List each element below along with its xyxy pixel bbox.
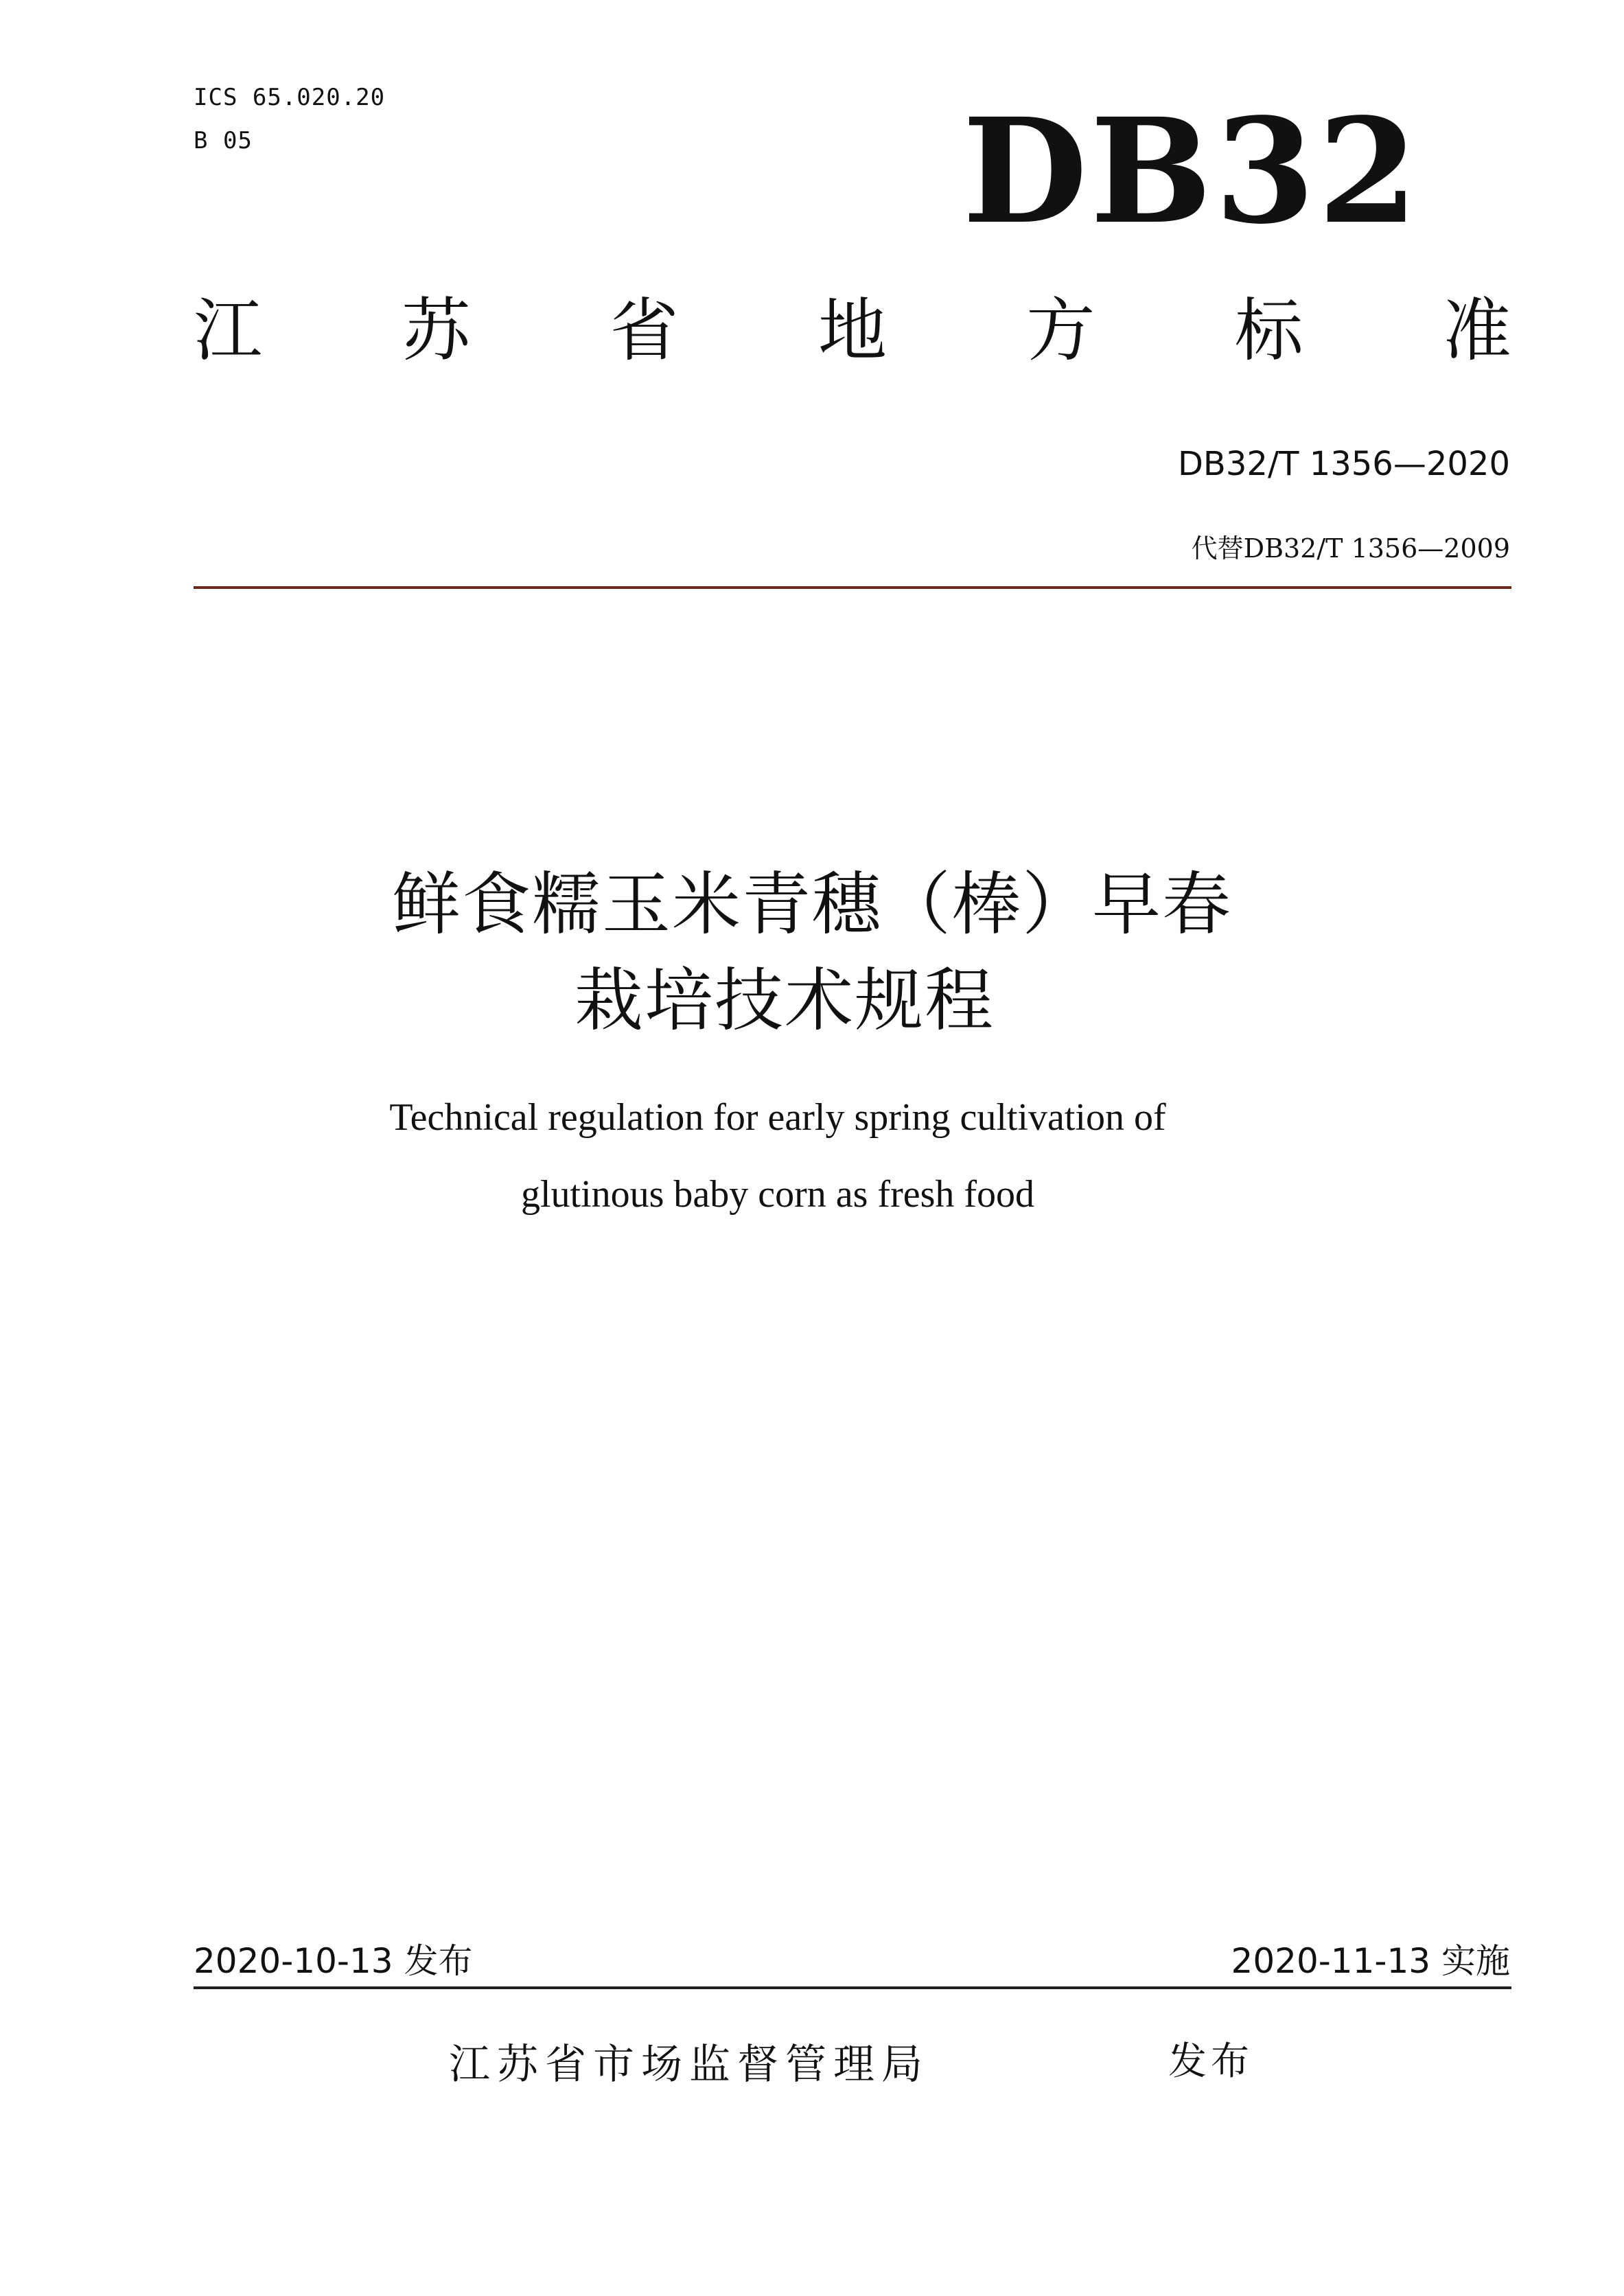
issuing-authority: 江苏省市场监督管理局 xyxy=(449,2041,929,2089)
standard-type-char: 苏 xyxy=(402,290,471,371)
implementation-date: 2020-11-13 实施 xyxy=(1231,1941,1510,1981)
standard-type-char: 江 xyxy=(194,290,262,371)
replaces-standard: 代替DB32/T 1356—2009 xyxy=(1191,533,1510,564)
standard-type-char: 准 xyxy=(1442,290,1511,371)
standard-type-title xyxy=(194,290,1511,371)
issue-date: 2020-10-13 发布 xyxy=(194,1941,473,1981)
english-title-line-2: glutinous baby corn as fresh food xyxy=(520,1173,1035,1216)
ics-code: ICS 65.020.20 xyxy=(194,84,386,111)
standard-type-char: 方 xyxy=(1026,290,1095,371)
chinese-title-line-2: 栽培技术规程 xyxy=(575,960,995,1041)
english-title-line-1: Technical regulation for early spring cultivation of xyxy=(389,1096,1166,1139)
standard-type-char: 省 xyxy=(610,290,679,371)
issue-label: 发布 xyxy=(1168,2039,1253,2084)
header-divider xyxy=(194,586,1511,589)
standard-logo: DB32 xyxy=(962,86,1421,256)
standard-number: DB32/T 1356—2020 xyxy=(1177,445,1510,483)
standard-type-char: 地 xyxy=(817,290,887,371)
chinese-title-line-1: 鲜食糯玉米青穗（棒）早春 xyxy=(392,864,1232,944)
ccs-code: B 05 xyxy=(194,127,253,154)
standard-type-char: 标 xyxy=(1234,290,1303,371)
footer-divider xyxy=(194,1986,1511,1989)
